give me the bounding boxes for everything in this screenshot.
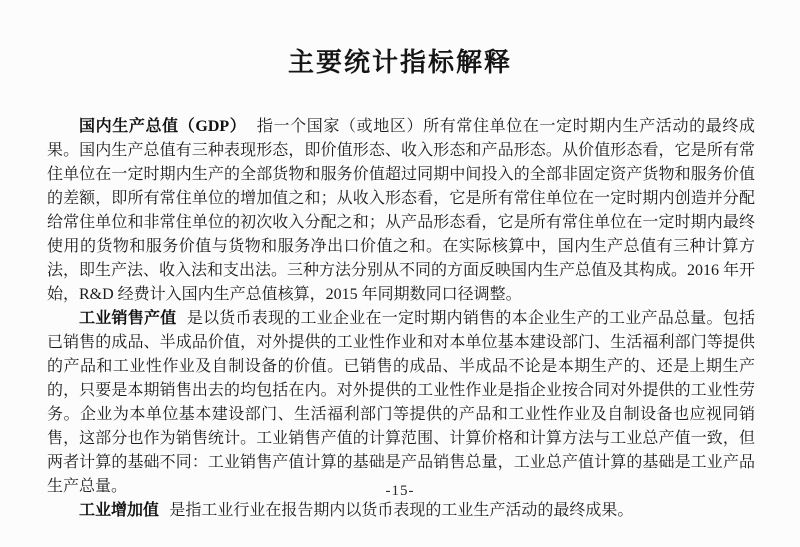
paragraph-industrial-sales-output [47,307,755,499]
paragraph-gdp [47,115,755,307]
page-number: -15- [385,483,415,499]
page-footer [0,483,800,500]
paragraph-industrial-sales-output-text: 是以货币表现的工业企业在一定时期内销售的本企业生产的工业产品总量。包括已销售的成品、半成品价值，对外提供的工业性作业和对本单位基本建设部门、生活福利部门等提供的产品和工业性作业及自制设备的价值。已销售的成品、半成品不论是本期生产的、还是上期生产的，只要是本期销售出去的均包括在内。对外提供的工业性作业是指企业按合同对外提供的工业性劳务。企业为本单位基本建设部门、生活福利部门等提供的产品和工业性作业及自制设备也应视同销售，这部分也作为销售统计。工业销售产值的计算范围、计算价格和计算方法与工业总产值一致，但两者计算的基础不同：工业销售产值计算的基础是产品销售总量，工业总产值计算的基础是工业产品生产总量。 [47,310,755,495]
document-body [0,115,800,523]
paragraph-industrial-added-value [47,499,755,523]
term-gdp: 国内生产总值（GDP） [79,118,247,135]
page-title: 主要统计指标解释 [287,47,512,77]
paragraph-industrial-added-value-text: 是指工业行业在报告期内以货币表现的工业生产活动的最终成果。 [169,502,634,519]
term-industrial-sales-output: 工业销售产值 [79,310,177,327]
paragraph-gdp-text: 指一个国家（或地区）所有常住单位在一定时期内生产活动的最终成果。国内生产总值有三种表现形态，即价值形态、收入形态和产品形态。从价值形态看，它是所有常住单位在一定时期内生产的全部货物和服务价值超过同期中间投入的全部非固定资产货物和服务价值的差额，即所有常住单位的增加值之和；从收入形态看，它是所有常住单位在一定时期内创造并分配给常住单位和非常住单位的初次收入分配之和；从产品形态看，它是所有常住单位在一定时期内最终使用的货物和服务价值与货物和服务净出口价值之和。在实际核算中，国内生产总值有三种计算方法，即生产法、收入法和支出法。三种方法分别从不同的方面反映国内生产总值及其构成。2016 年开始，R&D 经费计入国内生产总值核算，2015 年同期数同口径调整。 [47,118,756,303]
term-industrial-added-value: 工业增加值 [79,502,160,519]
